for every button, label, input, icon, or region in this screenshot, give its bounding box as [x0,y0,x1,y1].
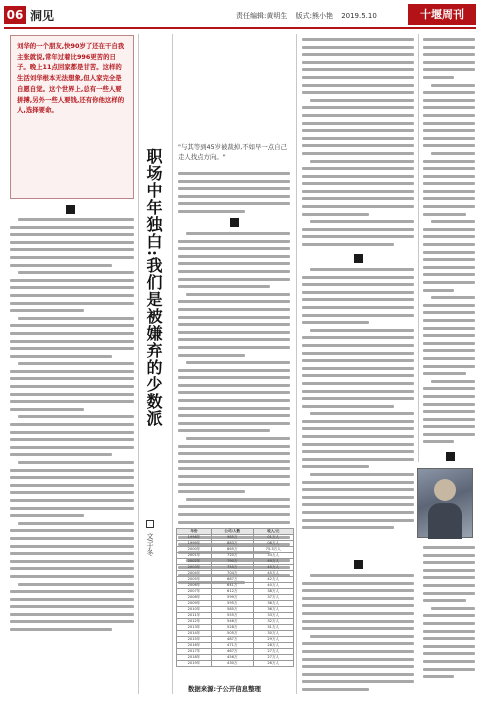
table-cell: 865万 [212,547,254,553]
table-cell: 2017年 [177,649,212,655]
table-cell: 2010年 [177,607,212,613]
body-text-col4b [302,268,414,534]
table-header-cell: 公司/人数 [212,529,254,535]
table-row [177,565,294,571]
table-cell: 1998年 [177,535,212,541]
headline: 职场中年独白:我们是被嫌弃的少数派 [144,148,163,427]
table-cell: 720万 [212,553,254,559]
table-cell: 2008年 [177,595,212,601]
table-cell: 33万人 [253,553,293,559]
table-cell: 985万 [212,535,254,541]
table-row [177,643,294,649]
table-cell: 38万人 [253,589,293,595]
table-row [177,661,294,667]
table-cell: 471万 [212,643,254,649]
table-cell: 2009年 [177,601,212,607]
table-cell: 528万 [212,625,254,631]
table-cell: 2007年 [177,589,212,595]
byline [145,520,155,556]
table-cell: 27万人 [253,649,293,655]
data-table-wrap [176,528,294,678]
table-cell: 595万 [212,601,254,607]
table-cell: 585万 [212,607,254,613]
body-text-col1 [10,218,134,636]
table-cell: 2013年 [177,625,212,631]
table-cell: 2012年 [177,619,212,625]
table-cell: 36万人 [253,607,293,613]
body-text-col4a [302,38,414,251]
table-row [177,547,294,553]
designer-credit: 版式:熊小艳 [295,12,333,20]
page-meta [236,11,383,21]
table-cell: 505万 [212,631,254,637]
body-text-col3a [178,172,290,218]
table-cell: 2014年 [177,631,212,637]
table-cell: 2018年 [177,655,212,661]
table-cell: 27万人 [253,655,293,661]
table-cell: 40万人 [253,583,293,589]
page-number: 06 [4,6,26,24]
lead-text: 刘华的一个朋友,快90岁了还在干自我主张就说,常年过着比996更苦的日子。晚上11点回家都是甘苦。这样的生活刘华根本无法想象,但人家完全是自愿自觉。这个世界上,总有一些人要拼搏,另外一些人要钱,还有你他这样的人,选择要命。 [17,42,125,115]
section-name: 洞见 [30,9,55,23]
table-cell: 467万 [212,649,254,655]
editor-credit: 责任编辑:黄明生 [236,12,288,20]
table-cell: 33万人 [253,613,293,619]
headline-area [141,148,169,438]
body-text-col5b [423,546,475,683]
issue-date: 2019.5.10 [341,12,377,20]
table-row [177,625,294,631]
table-cell: 2005年 [177,577,212,583]
table-header-cell: 收入/元 [253,529,293,535]
page-header [4,4,476,26]
table-row [177,655,294,661]
table-cell: 687万 [212,577,254,583]
table-row [177,637,294,643]
column-rule-3 [296,34,297,694]
column-rule-4 [418,34,419,462]
table-cell: 30万人 [253,631,293,637]
table-cell: 704万 [212,571,254,577]
table-row [177,583,294,589]
header-rule [4,27,476,29]
table-cell: 2011年 [177,613,212,619]
table-cell: 2015年 [177,637,212,643]
table-cell: 29万人 [253,637,293,643]
table-cell: 790万 [212,559,254,565]
table-row [177,577,294,583]
table-cell: 2016年 [177,643,212,649]
article-photo [417,468,473,538]
table-row [177,607,294,613]
section-marker-1 [66,205,75,214]
table-cell: 755万 [212,565,254,571]
body-text-col5a [423,38,475,448]
table-cell: 883万 [212,541,254,547]
table-cell: 2004年 [177,571,212,577]
table-cell: 31万人 [253,625,293,631]
table-row [177,595,294,601]
table-row [177,541,294,547]
table-cell: 612万 [212,589,254,595]
table-cell: 45万人 [253,565,293,571]
table-cell: 37万人 [253,595,293,601]
table-cell: 546万 [212,619,254,625]
table-row [177,619,294,625]
table-cell: 487万 [212,637,254,643]
photo-person-head [434,479,456,501]
table-cell: 26万人 [253,661,293,667]
table-cell: 2019年 [177,661,212,667]
table-cell: 1999年 [177,541,212,547]
section-marker-2 [230,218,239,227]
table-cell: 2002年 [177,559,212,565]
photo-person-body [428,503,462,539]
table-cell: 36万人 [253,601,293,607]
table-row [177,649,294,655]
table-cell: 641万 [212,583,254,589]
table-cell: 45万人 [253,571,293,577]
pull-quote: "与其等到45岁被裁掉,不如早一点自己走人找点方向。" [178,143,287,161]
table-cell: 32万人 [253,619,293,625]
table-body [177,535,294,667]
table-cell: 75.3万人 [253,547,293,553]
table-row [177,631,294,637]
byline-box-icon [146,520,154,528]
section-marker-3 [354,254,363,263]
table-cell: 2000年 [177,547,212,553]
table-row [177,571,294,577]
section-marker-5 [446,452,455,461]
column-rule-2 [172,34,173,694]
table-row [177,535,294,541]
table-row [177,553,294,559]
table-cell: 2003年 [177,565,212,571]
table-cell: 08万人 [253,541,293,547]
table-header-cell: 年份 [177,529,212,535]
data-table [176,528,294,667]
table-cell: 01万人 [253,535,293,541]
table-row [177,559,294,565]
table-cell: 456万 [212,655,254,661]
table-cell: 2006年 [177,583,212,589]
table-cell: 42万人 [253,577,293,583]
table-caption: 数据来源:子公开信息整理 [188,685,261,693]
column-rule-1 [138,34,139,694]
table-cell: 28万人 [253,643,293,649]
table-header-row [177,529,294,535]
byline-text: 文/于冬 [146,532,154,556]
table-row [177,613,294,619]
publication-brand: 十堰周刊 [408,4,476,25]
table-row [177,601,294,607]
body-text-col4c [302,574,414,696]
table-cell: 599万 [212,595,254,601]
table-cell: 430万 [212,661,254,667]
table-cell: 2001年 [177,553,212,559]
table-cell: 49万人 [253,559,293,565]
table-cell: 555万 [212,613,254,619]
table-row [177,589,294,595]
lead-box [10,35,134,199]
section-marker-4 [354,560,363,569]
